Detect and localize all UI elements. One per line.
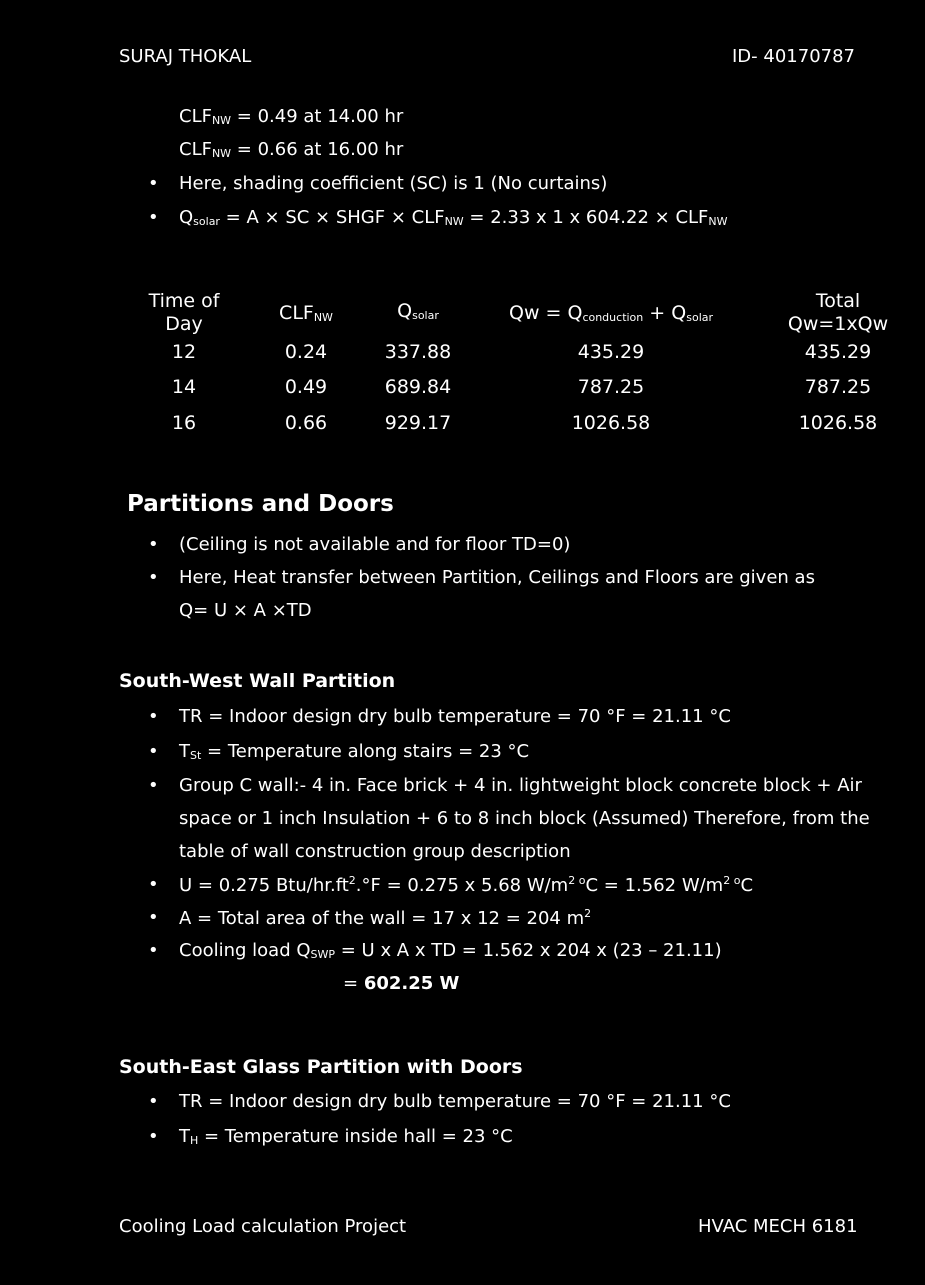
footer-course-code: HVAC MECH 6181 — [698, 1216, 858, 1237]
cell-clf: 0.49 — [284, 376, 328, 398]
cell-time: 14 — [171, 376, 197, 398]
section-title-south-west: South-West Wall Partition — [119, 670, 396, 692]
bullet: • — [148, 1126, 159, 1147]
bullet: • — [148, 741, 159, 762]
cooling-load-result: = 602.25 W — [343, 973, 460, 994]
cell-qsolar: 337.88 — [384, 341, 452, 363]
u-value: U = 0.275 Btu/$hr.ft^2.^\circ F = 0.275$ x 5.68 $W/m^{2 o}C = 1.562$ $W/m^{2 o}C$ — [179, 874, 754, 896]
tr-indoor-temp: TR = Indoor design dry bulb temperature = 70 °F = 21.11 °C — [179, 706, 731, 727]
header-total: Total Qw=1xQw — [787, 290, 889, 335]
bullet: • — [148, 874, 159, 895]
heat-transfer-formula: Q= U × A ×TD — [179, 600, 312, 621]
cell-time: 16 — [171, 412, 197, 434]
clf-line-14: $CLF_{NW} = 0.49$ at 14.00 hr — [179, 106, 404, 127]
bullet: • — [148, 567, 159, 588]
group-c-wall-line-2: space or 1 inch Insulation + 6 to 8 inch block (Assumed) Therefore, from the — [179, 808, 870, 829]
tst-stairs-temp: $T_{St}$ = Temperature along stairs = 23 °C — [179, 741, 530, 762]
footer-project-name: Cooling Load calculation Project — [119, 1216, 407, 1237]
author-name: SURAJ THOKAL — [119, 46, 252, 67]
shading-coefficient-text: Here, shading coefficient (SC) is 1 (No curtains) — [179, 173, 608, 194]
qsolar-formula: $Q_{solar} = A$ × SC × SHGF × $CLF_{NW} = 2.33$ x 1 x $604.22 \times CLF_{NW}$ — [179, 207, 728, 228]
section-title-south-east: South-East Glass Partition with Doors — [119, 1056, 523, 1078]
cell-time: 12 — [171, 341, 197, 363]
header-qsolar: $Q_{solar}$ — [397, 300, 439, 322]
header-qw: $Qw = Q_{conduction} + Q_{solar}$ — [508, 302, 714, 324]
cell-qsolar: 689.84 — [384, 376, 452, 398]
cell-clf: 0.66 — [284, 412, 328, 434]
bullet: • — [148, 907, 159, 928]
bullet: • — [148, 706, 159, 727]
bullet: • — [148, 1091, 159, 1112]
group-c-wall-line-1: Group C wall:- 4 in. Face brick + 4 in. lightweight block concrete block + Air — [179, 775, 862, 796]
header-time-of-day: Time of Day — [148, 290, 220, 335]
cell-clf: 0.24 — [284, 341, 328, 363]
bullet: • — [148, 173, 159, 194]
th-hall-temp: $T_H$ = Temperature inside hall = 23 °C — [179, 1126, 513, 1147]
cell-qw: 1026.58 — [571, 412, 651, 434]
cell-total: 1026.58 — [798, 412, 878, 434]
student-id: ID- 40170787 — [732, 46, 856, 67]
cell-qw: 435.29 — [577, 341, 645, 363]
bullet: • — [148, 940, 159, 961]
clf-line-16: $CLF_{NW} = 0.66$ at 16.00 hr — [179, 139, 404, 160]
wall-area: A = Total area of the wall = 17 x 12 = 204 $m^2$ — [179, 907, 592, 929]
group-c-wall-line-3: table of wall construction group description — [179, 841, 571, 862]
cell-total: 787.25 — [804, 376, 872, 398]
heat-transfer-note: Here, Heat transfer between Partition, Ceilings and Floors are given as — [179, 567, 815, 588]
header-clf: $CLF_{NW}$ — [279, 302, 333, 324]
tr-indoor-temp-se: TR = Indoor design dry bulb temperature = 70 °F = 21.11 °C — [179, 1091, 731, 1112]
bullet: • — [148, 207, 159, 228]
cell-qsolar: 929.17 — [384, 412, 452, 434]
cell-qw: 787.25 — [577, 376, 645, 398]
bullet: • — [148, 775, 159, 796]
cell-total: 435.29 — [804, 341, 872, 363]
section-title-partitions: Partitions and Doors — [127, 491, 394, 517]
bullet: • — [148, 534, 159, 555]
ceiling-note: (Ceiling is not available and for floor TD=0) — [179, 534, 571, 555]
cooling-load-formula: Cooling load $Q_{SWP} = U$ x A x TD = 1.562 x 204 x (23 – 21.11) — [179, 940, 722, 961]
